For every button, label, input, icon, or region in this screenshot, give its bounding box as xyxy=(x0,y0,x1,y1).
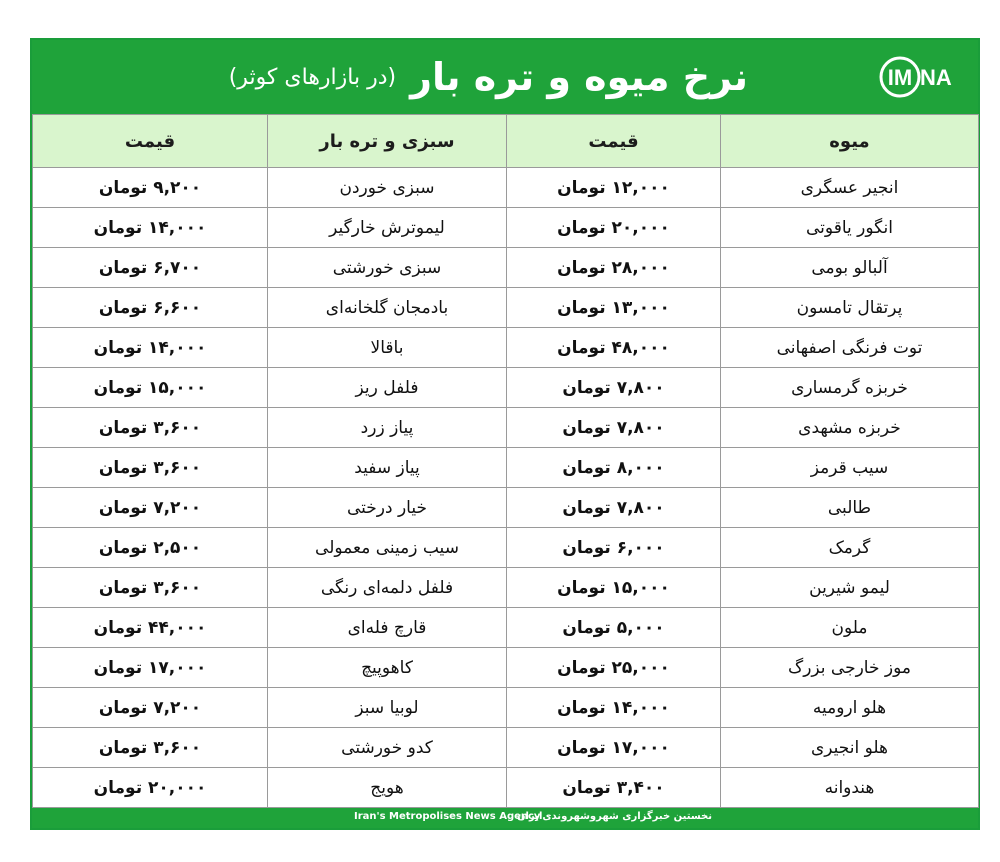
cell-vegetable: فلفل دلمه‌ای رنگی xyxy=(268,568,507,608)
footer-agency-fa: نخستین خبرگزاری شهروشهروندی‌ایران xyxy=(517,811,712,822)
cell-fruit-price: ۱۷,۰۰۰ تومان xyxy=(507,728,721,768)
cell-vegetable-price: ۶,۷۰۰ تومان xyxy=(33,248,268,288)
cell-vegetable-price: ۷,۲۰۰ تومان xyxy=(33,488,268,528)
table-row xyxy=(33,448,979,488)
cell-vegetable-price: ۶,۶۰۰ تومان xyxy=(33,288,268,328)
table-row xyxy=(33,168,979,208)
cell-fruit: خربزه گرمساری xyxy=(721,368,979,408)
cell-fruit: انجیر عسگری xyxy=(721,168,979,208)
cell-vegetable: سبزی خورشتی xyxy=(268,248,507,288)
header-bar xyxy=(32,40,978,114)
cell-fruit: موز خارجی بزرگ xyxy=(721,648,979,688)
column-header-vegetable-price: قیمت xyxy=(33,115,268,168)
title-main: نرخ میوه و تره بار xyxy=(410,55,748,99)
cell-vegetable: پیاز سفید xyxy=(268,448,507,488)
cell-vegetable: سیب زمینی معمولی xyxy=(268,528,507,568)
cell-fruit: هلو ارومیه xyxy=(721,688,979,728)
imna-logo xyxy=(878,54,968,100)
cell-vegetable: کدو خورشتی xyxy=(268,728,507,768)
cell-fruit-price: ۷,۸۰۰ تومان xyxy=(507,408,721,448)
table-row xyxy=(33,488,979,528)
table-row xyxy=(33,328,979,368)
cell-vegetable: قارچ فله‌ای xyxy=(268,608,507,648)
cell-vegetable-price: ۱۴,۰۰۰ تومان xyxy=(33,208,268,248)
cell-fruit: هندوانه xyxy=(721,768,979,808)
cell-fruit-price: ۲۸,۰۰۰ تومان xyxy=(507,248,721,288)
cell-fruit-price: ۸,۰۰۰ تومان xyxy=(507,448,721,488)
cell-vegetable-price: ۹,۲۰۰ تومان xyxy=(33,168,268,208)
cell-fruit-price: ۶,۰۰۰ تومان xyxy=(507,528,721,568)
svg-text:NA: NA xyxy=(920,65,952,90)
cell-fruit: گرمک xyxy=(721,528,979,568)
cell-vegetable-price: ۱۵,۰۰۰ تومان xyxy=(33,368,268,408)
cell-fruit: آلبالو بومی xyxy=(721,248,979,288)
cell-fruit-price: ۳,۴۰۰ تومان xyxy=(507,768,721,808)
cell-fruit: ملون xyxy=(721,608,979,648)
table-header-row xyxy=(33,115,979,168)
column-header-fruit-price: قیمت xyxy=(507,115,721,168)
price-board xyxy=(30,38,980,830)
cell-fruit-price: ۱۳,۰۰۰ تومان xyxy=(507,288,721,328)
cell-vegetable-price: ۲۰,۰۰۰ تومان xyxy=(33,768,268,808)
cell-vegetable-price: ۷,۲۰۰ تومان xyxy=(33,688,268,728)
cell-vegetable: سبزی خوردن xyxy=(268,168,507,208)
cell-fruit: انگور یاقوتی xyxy=(721,208,979,248)
table-row xyxy=(33,208,979,248)
cell-fruit: پرتقال تامسون xyxy=(721,288,979,328)
cell-vegetable-price: ۳,۶۰۰ تومان xyxy=(33,568,268,608)
cell-fruit-price: ۱۴,۰۰۰ تومان xyxy=(507,688,721,728)
cell-vegetable-price: ۱۷,۰۰۰ تومان xyxy=(33,648,268,688)
cell-vegetable: پیاز زرد xyxy=(268,408,507,448)
cell-fruit: توت فرنگی اصفهانی xyxy=(721,328,979,368)
cell-vegetable-price: ۳,۶۰۰ تومان xyxy=(33,408,268,448)
cell-vegetable-price: ۳,۶۰۰ تومان xyxy=(33,448,268,488)
cell-vegetable: لوبیا سبز xyxy=(268,688,507,728)
table-row xyxy=(33,368,979,408)
cell-vegetable: لیموترش خارگیر xyxy=(268,208,507,248)
cell-fruit-price: ۲۵,۰۰۰ تومان xyxy=(507,648,721,688)
title-subtitle: (در بازارهای کوثر) xyxy=(228,64,397,90)
table-row xyxy=(33,408,979,448)
cell-fruit: هلو انجیری xyxy=(721,728,979,768)
table-row xyxy=(33,608,979,648)
cell-vegetable-price: ۲,۵۰۰ تومان xyxy=(33,528,268,568)
column-header-fruit: میوه xyxy=(721,115,979,168)
cell-fruit-price: ۱۲,۰۰۰ تومان xyxy=(507,168,721,208)
cell-vegetable: خیار درختی xyxy=(268,488,507,528)
table-row xyxy=(33,248,979,288)
page-title xyxy=(229,50,748,104)
cell-fruit-price: ۵,۰۰۰ تومان xyxy=(507,608,721,648)
footer-agency-en: Iran's Metropolises News Agency xyxy=(354,811,541,822)
cell-fruit-price: ۲۰,۰۰۰ تومان xyxy=(507,208,721,248)
table-row xyxy=(33,728,979,768)
cell-vegetable-price: ۱۴,۰۰۰ تومان xyxy=(33,328,268,368)
table-row xyxy=(33,288,979,328)
cell-vegetable: فلفل ریز xyxy=(268,368,507,408)
cell-fruit: سیب قرمز xyxy=(721,448,979,488)
cell-vegetable: هویج xyxy=(268,768,507,808)
cell-vegetable-price: ۴۴,۰۰۰ تومان xyxy=(33,608,268,648)
cell-vegetable: باقالا xyxy=(268,328,507,368)
table-row xyxy=(33,648,979,688)
cell-fruit: طالبی xyxy=(721,488,979,528)
cell-fruit-price: ۱۵,۰۰۰ تومان xyxy=(507,568,721,608)
table-row xyxy=(33,568,979,608)
cell-vegetable: بادمجان گلخانه‌ای xyxy=(268,288,507,328)
cell-fruit: لیمو شیرین xyxy=(721,568,979,608)
table-row xyxy=(33,688,979,728)
cell-fruit: خربزه مشهدی xyxy=(721,408,979,448)
svg-text:IM: IM xyxy=(887,65,913,90)
price-table xyxy=(32,114,979,808)
table-row xyxy=(33,528,979,568)
cell-fruit-price: ۴۸,۰۰۰ تومان xyxy=(507,328,721,368)
column-header-vegetable: سبزی و تره بار xyxy=(268,115,507,168)
cell-vegetable-price: ۳,۶۰۰ تومان xyxy=(33,728,268,768)
footer-bar xyxy=(32,808,978,828)
cell-fruit-price: ۷,۸۰۰ تومان xyxy=(507,488,721,528)
table-row xyxy=(33,768,979,808)
cell-fruit-price: ۷,۸۰۰ تومان xyxy=(507,368,721,408)
cell-vegetable: کاهوپیچ xyxy=(268,648,507,688)
table-body xyxy=(33,168,979,808)
